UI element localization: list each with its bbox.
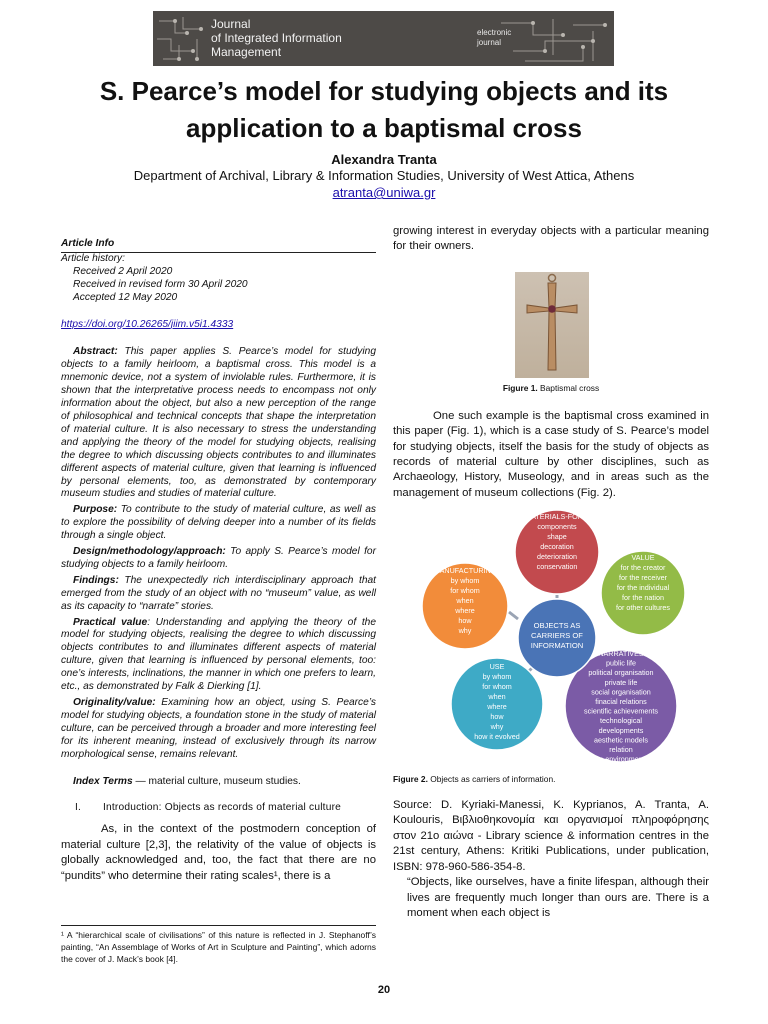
materials-label: deterioration bbox=[537, 552, 577, 562]
footnote: ¹ A “hierarchical scale of civilisations” of this nature is reflected in J. Stephanoff’s painting, “An Assemblage of Works of Art in Sculpture and Painting”, which adorns the cover of J. Mack’s book [4]. bbox=[61, 925, 376, 965]
right-column bbox=[393, 224, 709, 921]
title-line: application to a baptismal cross bbox=[186, 113, 582, 143]
abstract-text: This paper applies S. Pearce’s model for studying objects to a family heirloom, a baptismal cross. This model is a mnemonic device, not a system of inviolable rules. Furthermore, it is shown that the interpretative process needs to encompass not only information about the object, but also a new perception of the range of philosophical and technical concepts that shape the interpretation of material culture. It is also necessary to stress the understanding and applying the theory of the model for studying objects, realising the degree to which discussing objects contributes to and illuminates different aspects of material culture, given that learning is influenced by personal elements, too, as demonstrated by contemporary museum studies and studies of material culture. bbox=[61, 346, 376, 500]
revised-date: Received in revised form 30 April 2020 bbox=[73, 278, 248, 290]
design-label: Design/methodology/approach: bbox=[73, 546, 226, 558]
electronic-journal-label bbox=[477, 28, 511, 48]
value-label: for the receiver bbox=[619, 573, 667, 583]
materials-label: components bbox=[537, 522, 577, 532]
figure1-caption bbox=[393, 382, 709, 395]
manufacturing-label: for whom bbox=[450, 586, 480, 596]
originality-paragraph bbox=[61, 697, 376, 762]
page-number: 20 bbox=[377, 984, 391, 996]
abstract-label: Abstract: bbox=[73, 346, 118, 358]
index-terms bbox=[61, 776, 376, 789]
paper-title bbox=[40, 73, 728, 147]
figure1-label: Figure 1. bbox=[502, 382, 538, 393]
materials-label: decoration bbox=[540, 542, 574, 552]
value-label: VALUE bbox=[631, 553, 655, 563]
manufacturing-label: how bbox=[458, 616, 472, 626]
use-label: how bbox=[490, 712, 504, 722]
author-email-link[interactable]: atranta@uniwa.gr bbox=[332, 185, 436, 200]
electronic-label-line: journal bbox=[477, 38, 502, 47]
figure2-label: Figure 2. bbox=[393, 774, 428, 785]
use-label: by whom bbox=[482, 672, 512, 682]
design-text: To apply S. Pearce’s model for studying objects to a family heirloom. bbox=[61, 546, 376, 570]
practical-label: Practical value bbox=[73, 616, 148, 628]
figure2-caption-text: Objects as carriers of information. bbox=[427, 774, 556, 785]
left-column bbox=[61, 238, 376, 884]
accepted-date: Accepted 12 May 2020 bbox=[73, 291, 178, 303]
narratives-label: NARRATIVES bbox=[598, 649, 644, 659]
value-label: for the nation bbox=[622, 593, 664, 603]
practical-text: : Understanding and applying the theory of the model for studying objects, realising the degree to which discussing objects contributes to and illuminates different aspects of material culture, given that learning is influenced by personal elements, too: one’s interests, inclinations, the manner in which one prefers to learn, etc., as demonstrated by Falk & Dierking [1]. bbox=[61, 616, 376, 693]
narratives-label: social organisation bbox=[591, 687, 651, 697]
objects-information-diagram bbox=[409, 507, 699, 769]
materials-label: conservation bbox=[536, 562, 578, 572]
section-title: Introduction: Objects as records of material culture bbox=[103, 802, 342, 814]
use-label: when bbox=[488, 692, 506, 702]
findings-text: The unexpectedly rich interdisciplinary approach that emerged from the study of an object with no “museum” value, as well as its capacity to “narrate” stories. bbox=[61, 574, 376, 612]
narratives-label: scientific achievements bbox=[584, 706, 658, 716]
journal-banner bbox=[153, 11, 614, 66]
narratives-label: political organisation bbox=[588, 668, 654, 678]
narratives-label: aesthetic models bbox=[594, 735, 648, 745]
narratives-label: private life bbox=[604, 677, 638, 687]
purpose-label: Purpose: bbox=[73, 504, 118, 516]
continued-paragraph: growing interest in everyday objects with a particular meaning for their owners. bbox=[393, 225, 709, 253]
purpose-text: To contribute to the study of material culture, as well as to explore the possibility of delving deeper into a number of its fields through a single object. bbox=[61, 504, 376, 542]
author-name: Alexandra Tranta bbox=[331, 152, 437, 167]
practical-paragraph bbox=[61, 617, 376, 694]
value-label: for other cultures bbox=[616, 603, 670, 613]
manufacturing-label: when bbox=[456, 596, 474, 606]
purpose-paragraph bbox=[61, 504, 376, 543]
figure2-caption bbox=[393, 773, 709, 786]
article-info-heading: Article Info bbox=[61, 238, 376, 253]
journal-title-line: of Integrated Information bbox=[211, 31, 342, 45]
doi-link[interactable]: https://doi.org/10.26265/jiim.v5i1.4333 bbox=[61, 318, 234, 330]
findings-label: Findings: bbox=[73, 574, 119, 586]
article-history-label: Article history: bbox=[61, 252, 125, 264]
center-label: INFORMATION bbox=[530, 641, 584, 651]
use-label: why bbox=[490, 722, 504, 732]
case-study-paragraph: One such example is the baptismal cross examined in this paper (Fig. 1), which is a case study of S. Pearce’s model for studying objects, itself the basis for the study of objects as records of material culture by other disciplines, such as Archaeology, History, Museology, and in areas such as the management of museum collections (Fig. 2). bbox=[393, 409, 709, 499]
journal-title-line: Management bbox=[211, 45, 282, 59]
use-label: how it evolved bbox=[474, 732, 520, 742]
journal-title bbox=[211, 17, 342, 59]
center-label: CARRIERS OF bbox=[531, 631, 583, 641]
section-number: I. bbox=[75, 802, 82, 814]
findings-paragraph bbox=[61, 575, 376, 614]
design-paragraph bbox=[61, 546, 376, 572]
abstract-paragraph bbox=[61, 346, 376, 501]
narratives-label: developments bbox=[598, 725, 644, 735]
manufacturing-label: by whom bbox=[450, 576, 480, 586]
connector-arrow bbox=[509, 612, 518, 619]
index-terms-text: — material culture, museum studies. bbox=[132, 775, 301, 787]
section-heading bbox=[61, 802, 376, 815]
narratives-label: public life bbox=[606, 658, 636, 668]
index-terms-label: Index Terms bbox=[73, 775, 133, 787]
narratives-label: technological bbox=[600, 716, 642, 726]
use-label: where bbox=[487, 702, 507, 712]
journal-title-line: Journal bbox=[211, 17, 251, 31]
use-label: for whom bbox=[482, 682, 512, 692]
manufacturing-label: why bbox=[458, 626, 472, 636]
manufacturing-label: where bbox=[455, 606, 475, 616]
figure1-caption-text: Baptismal cross bbox=[537, 382, 600, 393]
baptismal-cross-image bbox=[515, 272, 589, 378]
author-affiliation: Department of Archival, Library & Information Studies, University of West Attica, Athens bbox=[133, 168, 635, 183]
narratives-label: to environment bbox=[597, 754, 645, 764]
narratives-label: relation bbox=[609, 745, 633, 755]
intro-paragraph: As, in the context of the postmodern conception of material culture [2,3], the relativity of the value of objects is globally acknowledged and, too, the fact that there are no “pundits” who determine their rating scales¹, there is a bbox=[61, 823, 376, 882]
narratives-label: finacial relations bbox=[595, 697, 647, 707]
value-label: for the creator bbox=[620, 563, 666, 573]
center-label: OBJECTS AS bbox=[533, 621, 581, 631]
cross-icon bbox=[515, 272, 589, 378]
value-label: for the individual bbox=[616, 583, 670, 593]
originality-text: Examining how an object, using S. Pearce’s model for studying objects, a foundation stone in the study of material culture, can be perceived through a broader and more interesting feel for its inherent meaning, instead of exclusively through its narrow morphological sense, remains relevant. bbox=[61, 697, 376, 760]
use-label: USE bbox=[489, 662, 505, 672]
materials-label: shape bbox=[547, 532, 567, 542]
title-line: S. Pearce’s model for studying objects and its bbox=[99, 76, 669, 106]
electronic-label-line: electronic bbox=[477, 28, 512, 37]
figure2-source: Source: D. Kyriaki-Manessi, K. Kyprianos, A. Tranta, A. Koulouris, Βιβλιοθηκονομία και οργανισμοί πληροφόρησης στον 21ο αιώνα - Library science & information centres in the 21st century, Athens: Kritiki Publications, under publication, ISBN: 978-960-586-354-8. bbox=[393, 799, 709, 873]
pearce-quote: “Objects, like ourselves, have a finite lifespan, although their lives are frequently much longer than ours are. There is a moment when each object is bbox=[407, 876, 709, 919]
manufacturing-label: MANUFACTURING bbox=[433, 566, 497, 576]
originality-label: Originality/value: bbox=[73, 697, 156, 708]
materials-label: MATERIALS-FORM bbox=[525, 512, 589, 522]
received-date: Received 2 April 2020 bbox=[73, 265, 173, 277]
abstract-block bbox=[61, 346, 376, 761]
